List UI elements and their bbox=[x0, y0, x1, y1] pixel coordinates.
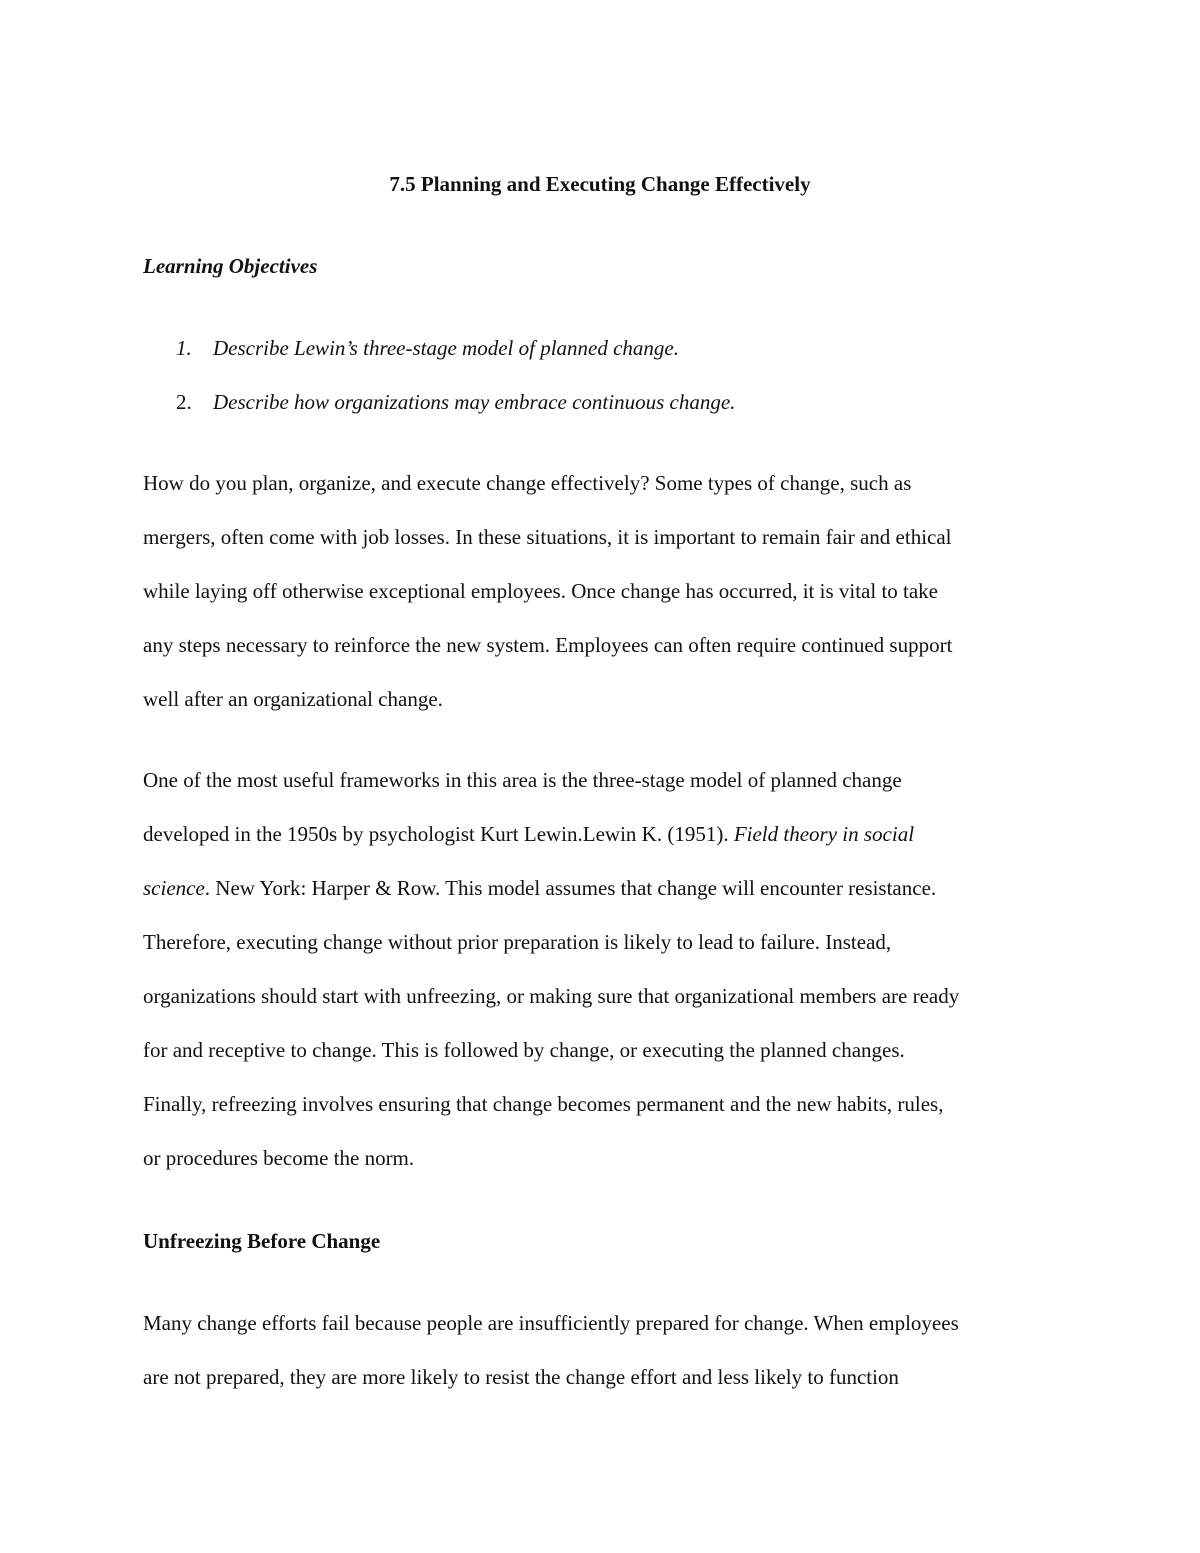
paragraph-line: any steps necessary to reinforce the new system. Employees can often require continued support bbox=[143, 633, 953, 657]
paragraph-line: well after an organizational change. bbox=[143, 687, 443, 711]
paragraph-line: are not prepared, they are more likely to resist the change effort and less likely to function bbox=[143, 1365, 899, 1389]
paragraph-line: One of the most useful frameworks in this area is the three-stage model of planned change bbox=[143, 768, 902, 792]
body-paragraph-2 bbox=[143, 753, 1063, 1185]
objective-text: Describe how organizations may embrace continuous change. bbox=[213, 390, 736, 414]
paragraph-line: mergers, often come with job losses. In these situations, it is important to remain fair and ethical bbox=[143, 525, 952, 549]
objective-text: Describe Lewin’s three-stage model of planned change. bbox=[213, 336, 679, 360]
paragraph-text: . New York: Harper & Row. This model assumes that change will encounter resistance. bbox=[204, 876, 937, 900]
paragraph-line bbox=[143, 861, 1063, 915]
section-heading: Unfreezing Before Change bbox=[143, 1229, 381, 1253]
paragraph-line: Many change efforts fail because people are insufficiently prepared for change. When employees bbox=[143, 1311, 959, 1335]
page-title: 7.5 Planning and Executing Change Effectively bbox=[389, 172, 811, 196]
objective-item bbox=[176, 332, 679, 364]
body-paragraph-1 bbox=[143, 456, 1063, 726]
paragraph-line: or procedures become the norm. bbox=[143, 1146, 415, 1170]
paragraph-line: How do you plan, organize, and execute change effectively? Some types of change, such as bbox=[143, 471, 912, 495]
paragraph-text: developed in the 1950s by psychologist Kurt Lewin.Lewin K. (1951). bbox=[143, 822, 734, 846]
objective-number: 2. bbox=[176, 390, 192, 414]
citation-title: Field theory in social bbox=[733, 822, 915, 846]
body-paragraph-3 bbox=[143, 1296, 1063, 1404]
paragraph-line: organizations should start with unfreezing, or making sure that organizational members are ready bbox=[143, 984, 960, 1008]
objective-item bbox=[176, 386, 735, 418]
objective-number: 1. bbox=[176, 336, 192, 360]
paragraph-line: Finally, refreezing involves ensuring that change becomes permanent and the new habits, rules, bbox=[143, 1092, 944, 1116]
learning-objectives-heading: Learning Objectives bbox=[143, 254, 318, 278]
citation-title: science bbox=[143, 876, 205, 900]
paragraph-line: while laying off otherwise exceptional employees. Once change has occurred, it is vital to take bbox=[143, 579, 939, 603]
paragraph-line bbox=[143, 807, 1063, 861]
paragraph-line: Therefore, executing change without prior preparation is likely to lead to failure. Instead, bbox=[143, 930, 892, 954]
paragraph-line: for and receptive to change. This is followed by change, or executing the planned changes. bbox=[143, 1038, 905, 1062]
